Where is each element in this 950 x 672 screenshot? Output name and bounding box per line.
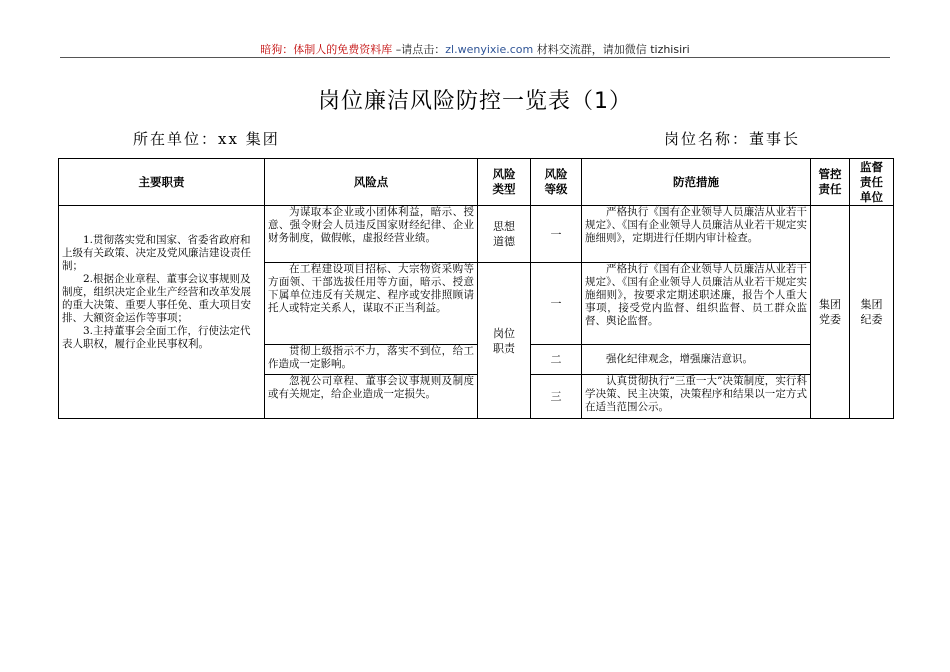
measure-cell: 认真贯彻执行“三重一大”决策制度，实行科学决策、民主决策，决策程序和结果以一定方式在适当范围公示。: [582, 375, 811, 419]
header-divider: [60, 57, 890, 58]
risk-point-cell: 忽视公司章程、董事会议事规则及制度或有关规定，给企业造成一定损失。: [265, 375, 478, 419]
measure-cell: 严格执行《国有企业领导人员廉洁从业若干规定》、《国有企业领导人员廉洁从业若干规定实施细则》，定期进行任期内审计检查。: [582, 206, 811, 263]
header-supervision: 监督责任单位: [850, 159, 894, 206]
header-measures: 防范措施: [582, 159, 811, 206]
header-risk-type: 风险类型: [478, 159, 531, 206]
duties-cell: [59, 206, 265, 419]
post-name-label: 岗位名称：董事长: [664, 130, 801, 148]
mgmt-responsibility-cell: 集团党委: [811, 206, 850, 419]
banner-link[interactable]: zl.wenyixie.com: [445, 43, 534, 56]
unit-label: 所在单位：xx 集团: [133, 130, 280, 148]
risk-point-cell: 为谋取本企业或小团体利益，暗示、授意、强令财会人员违反国家财经纪律、企业财务制度，做假帐，虚报经营业绩。: [265, 206, 478, 263]
duty-item: 3.主持董事会全面工作，行使法定代表人职权，履行企业民事权利。: [62, 325, 251, 350]
banner-site-name: 暗狗：体制人的免费资料库: [260, 43, 393, 56]
risk-level-cell: 三: [531, 375, 582, 419]
risk-type-cell: 岗位职责: [478, 263, 531, 419]
table-header-row: [59, 159, 894, 206]
banner-click-prompt: –请点击：: [392, 43, 446, 56]
supervision-unit-cell: 集团纪委: [850, 206, 894, 419]
risk-level-cell: 二: [531, 345, 582, 375]
risk-point-cell: 在工程建设项目招标、大宗物资采购等方面领、干部选拔任用等方面，暗示、授意下属单位违反有关规定、程序或安排照顾请托人或特定关系人，谋取不正当利益。: [265, 263, 478, 345]
table-row: [59, 206, 894, 263]
risk-type-cell: 思想道德: [478, 206, 531, 263]
duty-item: 1.贯彻落实党和国家、省委省政府和上级有关政策、决定及党风廉洁建设责任制；: [62, 234, 251, 272]
page-title: 岗位廉洁风险防控一览表（1）: [318, 89, 632, 114]
banner-wechat-note: 材料交流群，请加微信 tizhisiri: [533, 43, 690, 56]
header-banner: [0, 41, 950, 57]
risk-level-cell: 一: [531, 263, 582, 345]
measure-cell: 强化纪律观念，增强廉洁意识。: [582, 345, 811, 375]
risk-point-cell: 贯彻上级指示不力，落实不到位，给工作造成一定影响。: [265, 345, 478, 375]
header-risk-point: 风险点: [265, 159, 478, 206]
header-risk-level: 风险等级: [531, 159, 582, 206]
header-mgmt: 管控责任: [811, 159, 850, 206]
header-duties: 主要职责: [59, 159, 265, 206]
risk-control-table: [58, 158, 894, 419]
measure-cell: 严格执行《国有企业领导人员廉洁从业若干规定》、《国有企业领导人员廉洁从业若干规定实施细则》，按要求定期述职述廉，报告个人重大事项，接受党内监督、组织监督、员工群众监督、舆论监督。: [582, 263, 811, 345]
duty-item: 2.根据企业章程、董事会议事规则及制度，组织决定企业生产经营和改革发展的重大决策、重要人事任免、重大项目安排、大额资金运作等事项；: [62, 273, 251, 324]
risk-level-cell: 一: [531, 206, 582, 263]
